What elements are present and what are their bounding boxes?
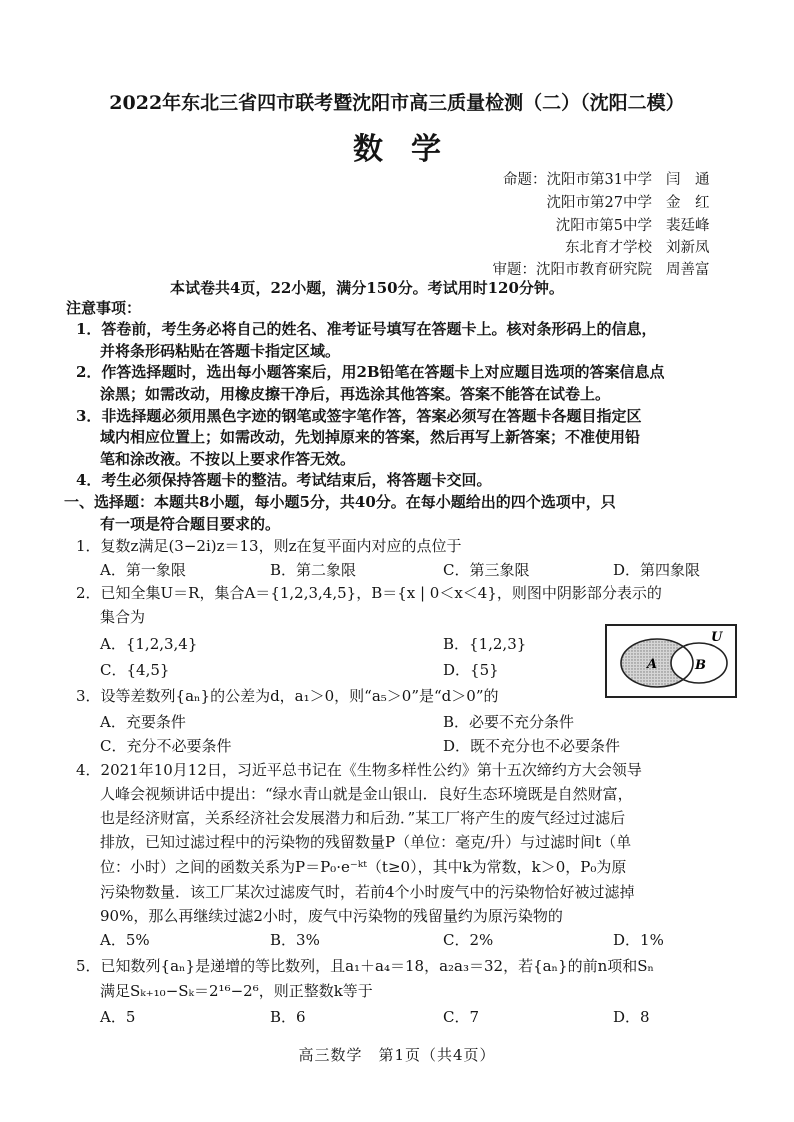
question-stem-cont: 90%，那么再继续过滤2小时，废气中污染物的残留量约为原污染物的 xyxy=(100,907,563,925)
question-stem-cont: 满足Sₖ₊₁₀−Sₖ＝2¹⁶−2⁶，则正整数k等于 xyxy=(100,982,373,1000)
question-stem-cont: 也是经济财富，关系经济社会发展潜力和后劲．”某工厂将产生的废气经过过滤后 xyxy=(100,809,626,827)
notice-line: 4．考生必须保持答题卡的整洁。考试结束后，将答题卡交回。 xyxy=(76,471,492,489)
exam-info: 本试卷共4页，22小题，满分150分。考试用时120分钟。 xyxy=(170,279,564,297)
subject-title: 数学 xyxy=(353,132,469,167)
option-d: D．1% xyxy=(613,931,664,949)
question-stem-cont: 集合为 xyxy=(100,608,146,626)
venn-diagram xyxy=(605,624,737,698)
option-a: A．第一象限 xyxy=(100,561,186,579)
question-stem-cont: 人峰会视频讲话中提出：“绿水青山就是金山银山．良好生态环境既是自然财富， xyxy=(100,785,633,803)
credit-line: 东北育才学校 刘新凤 xyxy=(565,240,710,256)
option-b: B．{1,2,3} xyxy=(443,635,527,653)
question-stem-cont: 排放，已知过滤过程中的污染物的残留数量P（单位：毫克/升）与过滤时间t（单 xyxy=(100,833,632,851)
label-a: A xyxy=(647,657,658,672)
notice-line: 域内相应位置上；如需改动，先划掉原来的答案，然后再写上新答案；不准使用铅 xyxy=(100,428,641,446)
exam-title: 2022年东北三省四市联考暨沈阳市高三质量检测（二）（沈阳二模） xyxy=(109,92,685,114)
question-stem: 1．复数z满足(3−2i)z＝13，则z在复平面内对应的点位于 xyxy=(76,537,462,555)
option-a: A．5 xyxy=(100,1008,136,1026)
credit-line: 命题：沈阳市第31中学 闫 通 xyxy=(503,172,710,188)
notice-line: 2．作答选择题时，选出每小题答案后，用2B铅笔在答题卡上对应题目选项的答案信息点 xyxy=(76,363,665,381)
notice-line: 1．答卷前，考生务必将自己的姓名、准考证号填写在答题卡上。核对条形码上的信息， xyxy=(76,320,657,338)
question-stem-cont: 污染物数量．该工厂某次过滤废气时，若前4个小时废气中的污染物恰好被过滤掉 xyxy=(100,883,635,901)
label-u: U xyxy=(711,630,723,645)
venn-svg xyxy=(607,626,735,696)
notice-line: 3．非选择题必须用黑色字迹的钢笔或签字笔作答，答案必须写在答题卡各题目指定区 xyxy=(76,407,642,425)
option-c: C．充分不必要条件 xyxy=(100,737,232,755)
option-c: C．第三象限 xyxy=(443,561,530,579)
option-d: D．8 xyxy=(613,1008,650,1026)
option-a: A．5% xyxy=(100,931,150,949)
credit-line: 沈阳市第27中学 金 红 xyxy=(546,195,710,211)
option-b: B．第二象限 xyxy=(270,561,357,579)
page-footer: 高三数学 第1页（共4页） xyxy=(298,1046,496,1064)
option-d: D．既不充分也不必要条件 xyxy=(443,737,621,755)
question-stem: 2．已知全集U＝R，集合A＝{1,2,3,4,5}，B＝{x | 0＜x＜4}，则图中阴影部分表示的 xyxy=(76,584,662,602)
credit-line: 审题：沈阳市教育研究院 周善富 xyxy=(492,262,710,278)
option-a: A．充要条件 xyxy=(100,713,186,731)
notice-line: 并将条形码粘贴在答题卡指定区域。 xyxy=(100,342,341,360)
question-stem: 4．2021年10月12日，习近平总书记在《生物多样性公约》第十五次缔约方大会领导 xyxy=(76,761,642,779)
question-stem: 3．设等差数列{aₙ}的公差为d，a₁＞0，则“a₅＞0”是“d＞0”的 xyxy=(76,687,499,705)
option-a: A．{1,2,3,4} xyxy=(100,635,198,653)
notice-heading: 注意事项： xyxy=(66,299,142,317)
section-heading-cont: 有一项是符合题目要求的。 xyxy=(100,515,281,533)
question-stem-cont: 位：小时）之间的函数关系为P＝P₀·e⁻ᵏᵗ（t≥0），其中k为常数，k＞0，P₀为原 xyxy=(100,858,627,876)
option-b: B．3% xyxy=(270,931,320,949)
notice-line: 笔和涂改液。不按以上要求作答无效。 xyxy=(100,450,356,468)
option-b: B．必要不充分条件 xyxy=(443,713,575,731)
option-c: C．{4,5} xyxy=(100,661,170,679)
notice-line: 涂黑；如需改动，用橡皮擦干净后，再选涂其他答案。答案不能答在试卷上。 xyxy=(100,385,611,403)
option-c: C．7 xyxy=(443,1008,480,1026)
label-b: B xyxy=(695,658,706,673)
option-d: D．{5} xyxy=(443,661,499,679)
question-stem: 5．已知数列{aₙ}是递增的等比数列，且a₁＋a₄＝18，a₂a₃＝32，若{aₙ}的前n项和Sₙ xyxy=(76,957,655,975)
option-d: D．第四象限 xyxy=(613,561,701,579)
option-b: B．6 xyxy=(270,1008,306,1026)
credit-line: 沈阳市第5中学 裴廷峰 xyxy=(555,218,710,234)
section-heading: 一、选择题：本题共8小题，每小题5分，共40分。在每小题给出的四个选项中，只 xyxy=(64,493,616,511)
option-c: C．2% xyxy=(443,931,494,949)
